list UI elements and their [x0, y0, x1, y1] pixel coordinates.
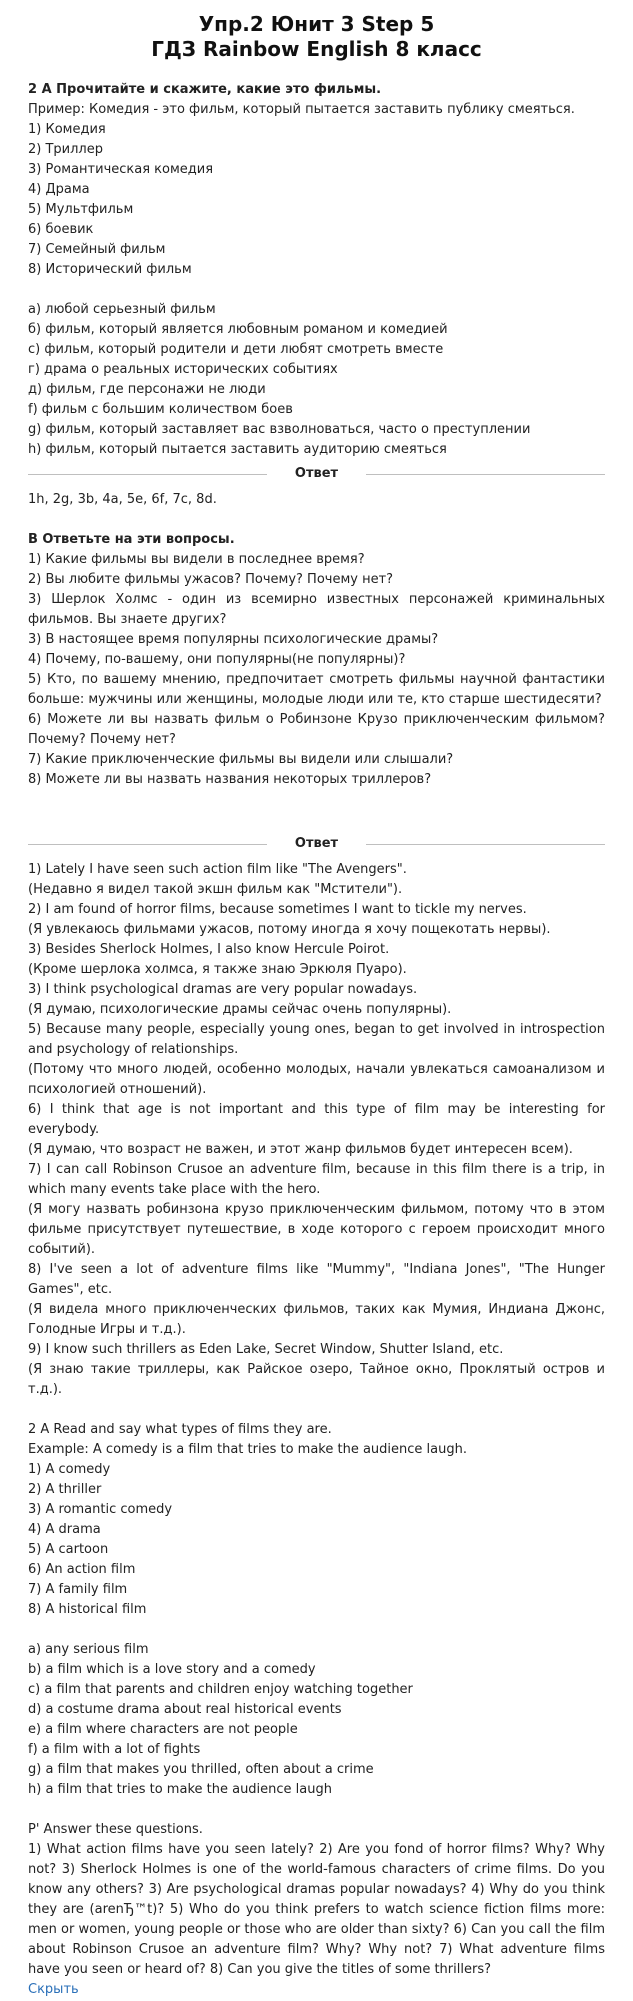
definition-item: d) a costume drama about real historical events [28, 1702, 342, 1717]
answer-label: Ответ [294, 836, 339, 851]
definition-item: f) a film with a lot of fights [28, 1742, 201, 1757]
page-title [28, 12, 605, 62]
question-item: 7) Какие приключенческие фильмы вы видели или слышали? [28, 752, 454, 767]
definition-item: а) любой серьезный фильм [28, 302, 216, 317]
list-item: 1) Комедия [28, 122, 106, 137]
definition-item: c) a film that parents and children enjoy watching together [28, 1682, 413, 1697]
question-item: 3) В настоящее время популярны психологические драмы? [28, 632, 439, 647]
spacer [28, 1400, 605, 1420]
definition-item: г) драма о реальных исторических событиях [28, 362, 338, 377]
hide-link[interactable]: Скрыть [28, 1982, 79, 1997]
list-item: 6) An action film [28, 1562, 136, 1577]
list-item: 3) Романтическая комедия [28, 162, 214, 177]
spacer [28, 1620, 605, 1640]
answer-line: (Недавно я видел такой экшн фильм как "Мстители"). [28, 882, 403, 897]
list-item: 3) A romantic comedy [28, 1502, 173, 1517]
list-item: 4) A drama [28, 1522, 101, 1537]
list-item: 7) A family film [28, 1582, 128, 1597]
answer-line: (Я думаю, что возраст не важен, и этот жанр фильмов будет интересен всем). [28, 1142, 573, 1157]
part-b-section [28, 530, 605, 790]
list-item: 2) A thriller [28, 1482, 102, 1497]
answer-label: Ответ [294, 466, 339, 481]
divider [366, 474, 605, 475]
answer-separator [28, 464, 605, 484]
question-item: 8) Можете ли вы назвать названия некоторых триллеров? [28, 772, 432, 787]
list-item: 5) A cartoon [28, 1542, 109, 1557]
question-item: 3) Шерлок Холмс - один из всемирно известных персонажей криминальных фильмов. Вы знаете других? [28, 592, 605, 627]
answer-line: (Я думаю, психологические драмы сейчас очень популярны). [28, 1002, 452, 1017]
answer-line: 3) I think psychological dramas are very popular nowadays. [28, 982, 418, 997]
list-item: 8) Исторический фильм [28, 262, 192, 277]
page-title-line2: ГДЗ Rainbow English 8 класс [151, 37, 482, 61]
part-a-heading: 2 A Прочитайте и скажите, какие это фильмы. [28, 82, 382, 97]
answer-line: 2) I am found of horror films, because sometimes I want to tickle my nerves. [28, 902, 527, 917]
english-b-text: 1) What action films have you seen lately? 2) Are you fond of horror films? Why? Why not? 3) Sherlock Holmes is one of the world-famous characters of crime films. Do you know any others? 3) Are psychological dramas popular nowadays? 4) Why do you think they are (arenЂ™t)? 5) Who do you think prefers to watch science fiction films more: men or women, young people or those who are older than sixty? 6) Can you call the film about Robinson Crusoe an adventure film? Why? Why not? 7) What adventure films have you seen or heard of? 8) Can you give the titles of some thrillers? [28, 1842, 605, 1977]
english-example: Example: A comedy is a film that tries to make the audience laugh. [28, 1442, 467, 1457]
page-title-line1: Упр.2 Юнит 3 Step 5 [198, 12, 435, 36]
english-b-heading: Р' Answer these questions. [28, 1822, 203, 1837]
answer-separator [28, 834, 605, 854]
definition-item: a) any serious film [28, 1642, 149, 1657]
definition-item: b) a film which is a love story and a comedy [28, 1662, 316, 1677]
hide-link-row [28, 1980, 605, 2000]
part-b-heading: B Ответьте на эти вопросы. [28, 532, 235, 547]
spacer [28, 510, 605, 530]
definition-item: б) фильм, который является любовным романом и комедией [28, 322, 448, 337]
definition-item: f) фильм с большим количеством боев [28, 402, 293, 417]
answer-b-section [28, 860, 605, 1400]
definition-item: e) a film where characters are not people [28, 1722, 298, 1737]
definition-item: g) фильм, который заставляет вас взволноваться, часто о преступлении [28, 422, 531, 437]
english-heading: 2 A Read and say what types of films they are. [28, 1422, 332, 1437]
list-item: 7) Семейный фильм [28, 242, 166, 257]
answer-line: (Кроме шерлока холмса, я также знаю Эркюля Пуаро). [28, 962, 407, 977]
spacer [28, 280, 605, 300]
definition-item: д) фильм, где персонажи не люди [28, 382, 266, 397]
definition-item: h) a film that tries to make the audience laugh [28, 1782, 332, 1797]
question-item: 1) Какие фильмы вы видели в последнее время? [28, 552, 365, 567]
question-item: 2) Вы любите фильмы ужасов? Почему? Почему нет? [28, 572, 394, 587]
question-item: 5) Кто, по вашему мнению, предпочитает смотреть фильмы научной фантастики больше: мужчины или женщины, молодые люди или те, кто старше шестидесяти? [28, 672, 605, 707]
divider [366, 844, 605, 845]
part-a-example: Пример: Комедия - это фильм, который пытается заставить публику смеяться. [28, 102, 575, 117]
spacer [28, 1800, 605, 1820]
list-item: 5) Мультфильм [28, 202, 134, 217]
definition-item: с) фильм, который родители и дети любят смотреть вместе [28, 342, 444, 357]
answer-line: (Я увлекаюсь фильмами ужасов, потому иногда я хочу пощекотать нервы). [28, 922, 551, 937]
list-item: 4) Драма [28, 182, 90, 197]
answer-line: 5) Because many people, especially young ones, began to get involved in introspection and psychology of relationships. [28, 1022, 605, 1057]
spacer [28, 790, 605, 810]
answer-line: 7) I can call Robinson Crusoe an adventure film, because in this film there is a trip, in which many events take place with the hero. [28, 1162, 605, 1197]
answer-line: 3) Besides Sherlock Holmes, I also know Hercule Poirot. [28, 942, 390, 957]
answer-line: (Я могу назвать робинзона крузо приключенческим фильмом, потому что в этом фильме присутствует путешествие, в ходе которого с героем происходит много событий). [28, 1202, 605, 1257]
answer-a-text: 1h, 2g, 3b, 4a, 5e, 6f, 7c, 8d. [28, 492, 217, 507]
answer-line: (Я знаю такие триллеры, как Райское озеро, Тайное окно, Проклятый остров и т.д.). [28, 1362, 605, 1397]
spacer [28, 810, 605, 830]
answer-line: 9) I know such thrillers as Eden Lake, Secret Window, Shutter Island, etc. [28, 1342, 504, 1357]
definition-item: g) a film that makes you thrilled, often about a crime [28, 1762, 374, 1777]
list-item: 2) Триллер [28, 142, 103, 157]
answer-line: 8) I've seen a lot of adventure films like "Mummy", "Indiana Jones", "The Hunger Games", etc. [28, 1262, 605, 1297]
divider [28, 844, 267, 845]
answer-line: (Я видела много приключенческих фильмов, таких как Мумия, Индиана Джонс, Голодные Игры и т.д.). [28, 1302, 605, 1337]
answer-line: 6) I think that age is not important and this type of film may be interesting for everybody. [28, 1102, 605, 1137]
answer-line: 1) Lately I have seen such action film like "The Avengers". [28, 862, 407, 877]
question-item: 6) Можете ли вы назвать фильм о Робинзоне Крузо приключенческим фильмом? Почему? Почему нет? [28, 712, 605, 747]
english-section [28, 1420, 605, 1980]
list-item: 1) A comedy [28, 1462, 111, 1477]
question-item: 4) Почему, по-вашему, они популярны(не популярны)? [28, 652, 406, 667]
answer-line: (Потому что много людей, особенно молодых, начали увлекаться самоанализом и психологией отношений). [28, 1062, 605, 1097]
definition-item: h) фильм, который пытается заставить аудиторию смеяться [28, 442, 447, 457]
part-a-section [28, 80, 605, 460]
divider [28, 474, 267, 475]
list-item: 6) боевик [28, 222, 94, 237]
list-item: 8) A historical film [28, 1602, 147, 1617]
